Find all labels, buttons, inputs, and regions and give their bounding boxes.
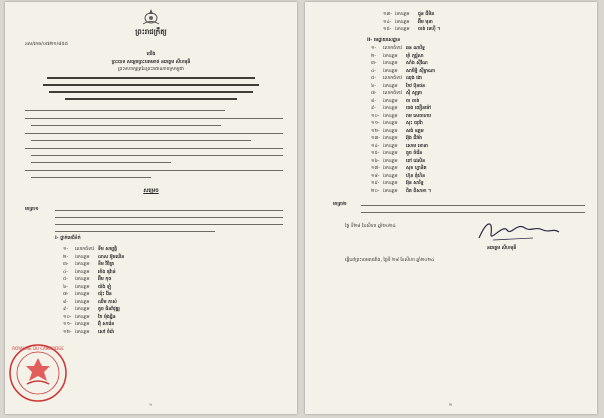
member-title: ឯកឧត្តម	[75, 269, 90, 275]
member-number-title: ១១-	[371, 121, 380, 126]
member-number-title: ១០-	[63, 314, 72, 320]
member-title: ឯកឧត្តម	[383, 61, 398, 66]
list-item	[63, 315, 263, 323]
list-item	[371, 54, 581, 62]
seal-text: ROYAUME DU CAMBODGE	[12, 346, 64, 351]
member-name: រាម សេចាហារ	[406, 113, 431, 119]
member-title: ឯកឧត្តម	[383, 166, 398, 171]
list-item	[383, 27, 583, 35]
member-title: លោកជំទាវ	[383, 46, 402, 51]
decree-place-line: ធ្វើនៅព្រះបរមរាជវាំង, ថ្ងៃទី ២៨ ខែសីហា ឆ្នាំ២០២៤	[345, 258, 435, 263]
list-item	[371, 189, 581, 197]
member-title: ឯកឧត្តម	[383, 181, 398, 186]
list-item	[63, 262, 263, 270]
list-item	[63, 300, 263, 308]
decree-page-right	[305, 2, 597, 414]
list-item	[371, 99, 581, 107]
member-title: ឯកឧត្តម	[383, 98, 398, 104]
member-number-title: ១៤-	[383, 19, 392, 25]
member-name: ហ៊ុន គុំហិន	[406, 173, 426, 179]
member-number-title: ៥-	[63, 277, 68, 282]
list-item	[383, 20, 583, 28]
member-name: ជួន ជីមិន	[418, 12, 435, 17]
member-number-title: ៩-	[63, 307, 68, 312]
list-item	[371, 144, 581, 152]
member-title: ឯកឧត្តម	[383, 53, 398, 59]
member-name: ឈុង ងោ	[406, 76, 422, 81]
list-item	[371, 159, 581, 167]
member-name: កែ ម៉ុងធ្វិន	[98, 314, 116, 320]
member-title: ឯកឧត្តម	[383, 188, 398, 194]
member-title: លោកជំទាវ	[383, 76, 402, 81]
list-item	[371, 91, 581, 99]
member-name: ម៉ាំ ភុ្យរ៉ូសា	[406, 53, 424, 59]
list-item	[371, 84, 581, 92]
member-title: ឯកឧត្តម	[383, 136, 398, 141]
member-number-title: ១៣-	[383, 12, 393, 17]
member-name: ឈឹម ភាស់	[98, 299, 117, 305]
list-item	[371, 181, 581, 189]
member-title: លោកជំទាវ	[383, 91, 402, 96]
list-item	[371, 46, 581, 54]
member-number-title: ១៩-	[371, 181, 380, 186]
member-number-title: ២-	[371, 53, 377, 59]
member-name: ពិត ពិសាខា ។	[406, 188, 432, 194]
royal-seal-stamp	[7, 342, 69, 404]
royal-emblem-icon	[139, 8, 163, 26]
member-name: ឆន ណារិទ្ធ	[406, 46, 425, 51]
member-title: ឯកឧត្តម	[383, 173, 398, 179]
member-title: ឯកឧត្តម	[75, 322, 90, 327]
member-name: ចាត់ ទេហ៊ី ។	[418, 27, 441, 32]
member-number-title: ៦-	[63, 284, 68, 290]
member-number-title: ៩-	[371, 106, 376, 111]
member-title: ឯកឧត្តម	[383, 106, 398, 111]
member-title: ឯកឧត្តម	[75, 254, 90, 260]
list-item	[371, 166, 581, 174]
list-item	[371, 61, 581, 69]
list-item	[371, 69, 581, 77]
member-number-title: ១២-	[63, 329, 72, 335]
list-item	[371, 121, 581, 129]
decree-date: ថ្ងៃ ទី២៨ ខែសីហា ឆ្នាំ២០២៤	[345, 224, 396, 229]
member-number-title: ២០-	[371, 188, 380, 194]
member-title: ឯកឧត្តម	[395, 19, 410, 25]
member-number-title: ៦-	[371, 83, 376, 89]
list-item	[371, 136, 581, 144]
section-2-label: II- មេដ្ឋាយសេដ្ឋាន	[367, 38, 401, 43]
list-item	[63, 322, 263, 330]
decree-sub-heading: យើង	[146, 52, 156, 57]
member-name: ចា ចាត់	[406, 98, 420, 104]
member-title: ឯកឧត្តម	[383, 158, 398, 164]
member-title: ឯកឧត្តម	[395, 12, 410, 17]
member-number-title: ១១-	[63, 322, 72, 327]
member-title: ឯកឧត្តម	[383, 143, 398, 149]
member-name: កែវ ប៊ុនថន	[406, 83, 426, 89]
king-signature	[473, 216, 563, 244]
member-number-title: ៤-	[63, 269, 68, 275]
member-title: ឯកឧត្តម	[75, 307, 90, 312]
member-name: យ៉ង់ ឡុំ	[98, 284, 112, 290]
member-number-title: ១២-	[371, 128, 380, 134]
member-number-title: ៥-	[371, 76, 376, 81]
member-number-title: ១០-	[371, 113, 380, 119]
member-number-title: ១៥-	[371, 151, 380, 156]
member-name: អ៊ុំ សារ៉េន	[98, 322, 115, 327]
decision-heading: សម្រេច	[143, 188, 159, 194]
member-name: គួច ចំរើន	[406, 151, 423, 156]
member-list-right-top	[383, 12, 583, 35]
member-title: ឯកឧត្តម	[75, 329, 90, 335]
member-name: យ៉ុះ រ៉ែន	[98, 292, 112, 297]
list-item	[63, 247, 263, 255]
recital-heading: ព្រះមហាក្សត្រនៃព្រះរាជាណាចក្រកម្ពុជា	[117, 67, 185, 72]
member-list-right	[371, 46, 581, 196]
member-title: ឯកឧត្តម	[75, 314, 90, 320]
member-number-title: ៧-	[371, 91, 377, 96]
member-name: សៅ ចំរ៉ោ	[98, 329, 115, 335]
member-number-title: ៨-	[371, 98, 376, 104]
member-title: ឯកឧត្តម	[383, 121, 398, 126]
list-item	[383, 12, 583, 20]
list-item	[371, 106, 581, 114]
signer-name: នរោត្តម សីហមុនី	[487, 246, 517, 251]
member-number-title: ៨-	[63, 299, 68, 305]
member-name: សាំង ស៊ីណែ	[406, 61, 428, 66]
king-name: ព្រះបាទ សម្តេចព្រះបរមនាថ នរោត្តម សីហមុនី	[111, 60, 191, 65]
member-title: លោកជំទាវ	[75, 247, 94, 252]
member-name: ទីម សម្បត្តិ	[98, 247, 118, 252]
list-item	[371, 151, 581, 159]
member-name: អ៊ឹម កុច	[98, 277, 112, 282]
list-item	[63, 307, 263, 315]
member-number-title: ១៥-	[383, 27, 392, 32]
member-name: ខឹម វិចិត្រ	[98, 262, 115, 267]
member-number-title: ១-	[371, 46, 377, 51]
article-2-label: មាត្រា២	[333, 202, 347, 207]
member-number-title: ៣-	[371, 61, 377, 66]
decree-ref-number: នស/រកត/០៧២១/៨៥៥	[25, 42, 68, 47]
list-item	[371, 174, 581, 182]
member-name: សុះ យុវរ៉ា	[406, 121, 423, 126]
list-item	[63, 330, 263, 338]
member-name: អាំង ឌុវ៉ាន់	[98, 269, 116, 275]
member-title: ឯកឧត្តម	[383, 151, 398, 156]
article-1-label: មាត្រា១	[25, 207, 39, 212]
list-item	[63, 255, 263, 263]
list-item	[63, 285, 263, 293]
member-name: ស៊ី សូត្រា	[406, 91, 423, 96]
member-title: ឯកឧត្តម	[75, 299, 90, 305]
member-number-title: ១៨-	[371, 173, 380, 179]
member-number-title: ៤-	[371, 68, 376, 74]
member-name: សង់ ឧត្តម	[406, 128, 424, 134]
member-name: អ៊ឹម មុនា	[418, 19, 433, 25]
member-title: ឯកឧត្តម	[75, 262, 90, 267]
list-item	[63, 277, 263, 285]
article-1-section-label: I- ថ្នាក់មេដ៏ខំក់	[55, 236, 81, 241]
member-number-title: ១៦-	[371, 158, 380, 164]
decree-title: ព្រះរាជក្រឹត្យ	[135, 28, 167, 36]
member-title: ឯកឧត្តម	[383, 128, 398, 134]
member-name: តូច ធិនវ៉ាវុឌ្ឍ	[98, 307, 120, 312]
member-number-title: ១៣-	[371, 136, 381, 141]
member-name: ចេង យឿនម៉ៅ	[406, 106, 431, 111]
member-title: ឯកឧត្តម	[75, 284, 90, 290]
member-name: លាស អ៊ូមឈិន	[98, 254, 125, 260]
member-title: ឯកឧត្តម	[75, 277, 90, 282]
member-name: សុខ ហ្វានិត	[406, 166, 427, 171]
member-number-title: ១-	[63, 247, 69, 252]
member-name: សោម ខោនា	[406, 143, 429, 149]
member-title: ឯកឧត្តម	[383, 68, 398, 74]
member-title: ឯកឧត្តម	[383, 83, 398, 89]
list-item	[371, 129, 581, 137]
page-number-right: ២	[449, 402, 453, 407]
member-number-title: ២-	[63, 254, 69, 260]
member-number-title: ១៧-	[371, 166, 380, 171]
list-item	[371, 114, 581, 122]
member-number-title: ៣-	[63, 262, 69, 267]
member-title: ឯកឧត្តម	[75, 292, 90, 297]
list-item	[371, 76, 581, 84]
member-title: ឯកឧត្តម	[383, 113, 398, 119]
decree-page-left	[5, 2, 297, 414]
member-name: អ៊ុង ជីវម៉ា	[406, 136, 423, 141]
page-number-left: ១	[149, 402, 153, 407]
member-list-left	[63, 247, 263, 337]
list-item	[63, 292, 263, 300]
member-name: អ៊ុន សារិទ្ធ	[406, 181, 424, 186]
list-item	[63, 270, 263, 278]
member-title: ឯកឧត្តម	[395, 27, 410, 32]
member-number-title: ៧-	[63, 292, 69, 297]
member-name: សាមិទ្ធិ ស៊ីម្ភាណា	[406, 68, 436, 74]
member-number-title: ១៤-	[371, 143, 380, 149]
member-name: ពៅ ដេសិន	[406, 158, 426, 164]
